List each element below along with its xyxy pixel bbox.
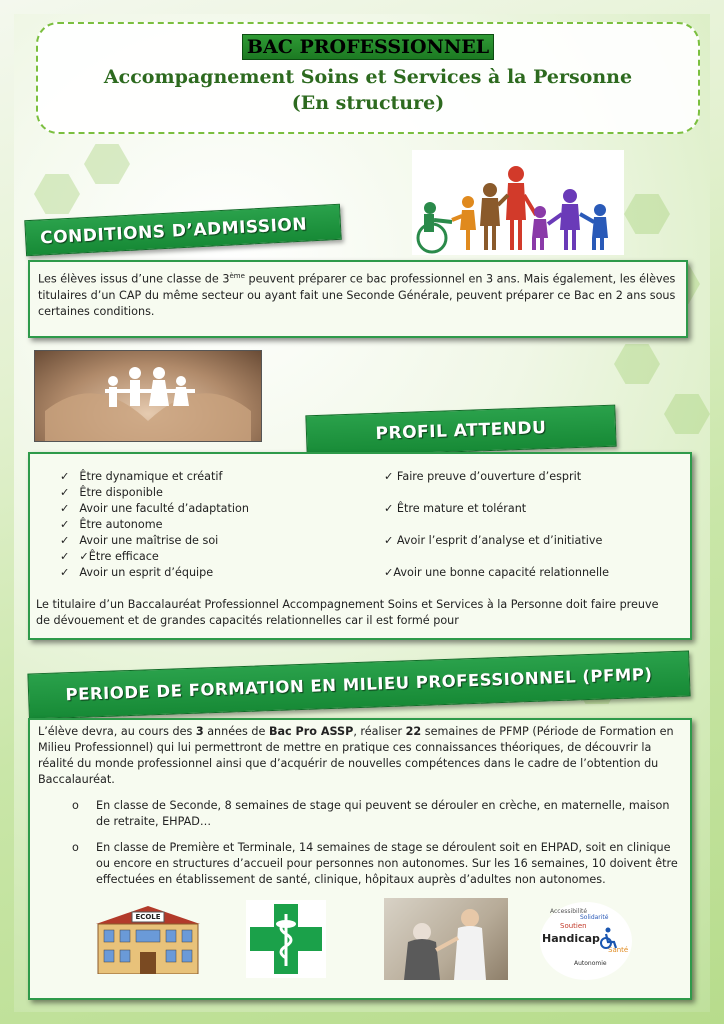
- wordcloud-word: Soutien: [560, 922, 587, 930]
- pfmp-bullet-text: En classe de Seconde, 8 semaines de stage qui peuvent se dérouler en crèche, en maternelle, maison de retraite, EHPAD…: [96, 799, 670, 828]
- profil-item-label: Avoir un esprit d’équipe: [79, 566, 214, 579]
- wordcloud-word: Solidarité: [580, 914, 609, 921]
- pfmp-intro: [38, 724, 682, 788]
- pfmp-weeks: 22: [405, 725, 422, 738]
- pfmp-intro-text: , réaliser: [353, 725, 406, 738]
- pfmp-intro-text: semaines de PFMP (Période de Formation en Milieu Professionnel) qui lui permettront de mettre en pratique ces connaissances théoriques, de découvrir la réalité du monde professionnel ainsi que d’acquérir de nouvelles compétences dans le cadre de l’obtention du Baccalauréat.: [38, 725, 674, 786]
- hexagon-decor: [614, 344, 660, 384]
- profil-item-label: Être dynamique et créatif: [79, 470, 223, 483]
- profil-item: [60, 534, 218, 547]
- check-icon: ✓: [60, 550, 70, 563]
- wordcloud-word: Accessibilité: [550, 908, 588, 915]
- hexagon-decor: [664, 394, 710, 434]
- check-icon: ✓: [60, 502, 70, 515]
- profil-item: [60, 486, 163, 499]
- pfmp-intro-text: années de: [203, 725, 269, 738]
- title-line-3: (En structure): [291, 92, 445, 114]
- profil-item: ✓ Faire preuve d’ouverture d’esprit: [384, 470, 582, 483]
- pharmacy-cross-icon: [246, 900, 326, 978]
- ecole-label: ECOLE: [135, 913, 161, 921]
- wordcloud-word: Handicap: [542, 932, 600, 945]
- hexagon-decor: [624, 194, 670, 234]
- bullet-icon: o: [72, 799, 79, 812]
- profil-summary: Le titulaire d’un Baccalauréat Professionnel Accompagnement Soins et Services à la Personne doit faire preuve de dévouement et de grandes capacités relationnelles car il est formé pour: [36, 598, 659, 627]
- pfmp-intro-text: L’élève devra, au cours des: [38, 725, 196, 738]
- pfmp-diploma: Bac Pro ASSP: [268, 725, 354, 738]
- hexagon-decor: [34, 174, 80, 214]
- admission-text-1: Les élèves issus d’une classe de 3: [38, 272, 230, 286]
- pfmp-title: PERIODE DE FORMATION EN MILIEU PROFESSIONNEL (PFMP): [65, 664, 653, 705]
- profil-item: ✓ Avoir l’esprit d’analyse et d’initiative: [384, 534, 603, 547]
- profil-item: [60, 566, 213, 579]
- profil-item: [60, 550, 159, 563]
- profil-item: [60, 502, 249, 515]
- profil-item: ✓ Être mature et tolérant: [384, 502, 527, 515]
- hands-family-photo: [34, 350, 262, 442]
- check-icon: ✓: [60, 534, 70, 547]
- caregiver-elderly-photo: [384, 898, 508, 980]
- profil-title: PROFIL ATTENDU: [375, 418, 547, 444]
- admission-sup: ème: [229, 272, 245, 280]
- title-line-2: Accompagnement Soins et Services à la Personne: [103, 66, 633, 88]
- profil-item: [60, 470, 222, 483]
- profil-item: ✓Avoir une bonne capacité relationnelle: [384, 566, 610, 579]
- wheelchair-icon: [596, 926, 620, 950]
- profil-item-label: ✓Être efficace: [79, 550, 159, 563]
- profil-item: [60, 518, 163, 531]
- check-icon: ✓: [60, 518, 70, 531]
- family-chain-illustration: [412, 150, 624, 255]
- check-icon: ✓: [60, 470, 70, 483]
- profil-item-label: Être autonome: [79, 518, 163, 531]
- pfmp-years: 3: [195, 725, 204, 738]
- title-box: [36, 22, 700, 134]
- accessibility-wordcloud: [540, 902, 632, 980]
- school-illustration: [92, 904, 204, 974]
- pfmp-bullet: [72, 840, 680, 888]
- bullet-icon: o: [72, 841, 79, 854]
- wordcloud-word: Santé: [608, 946, 629, 954]
- profil-item-label: Avoir une maîtrise de soi: [79, 534, 219, 547]
- title-line-1: BAC PROFESSIONNEL: [242, 34, 494, 60]
- profil-item-label: Être disponible: [79, 486, 163, 499]
- profil-item-label: Avoir une faculté d’adaptation: [79, 502, 249, 515]
- hexagon-decor: [84, 144, 130, 184]
- admission-title: CONDITIONS D’ADMISSION: [39, 214, 308, 249]
- wordcloud-word: Autonomie: [574, 960, 607, 967]
- admission-text-2: peuvent préparer ce bac professionnel en 3 ans. Mais également, les élèves titulaires d’un CAP du même secteur ou ayant fait une Seconde Générale, peuvent préparer ce Bac en 2 ans sous certaines conditions.: [38, 272, 676, 318]
- check-icon: ✓: [60, 566, 70, 579]
- pfmp-bullet: [72, 798, 676, 830]
- check-icon: ✓: [60, 486, 70, 499]
- pfmp-bullet-text: En classe de Première et Terminale, 14 semaines de stage se déroulent soit en EHPAD, soit en clinique ou encore en structures d’accueil pour personnes non autonomes. Sur les 16 semaines, 10 doivent être effectuées en établissement de santé, clinique, hôpitaux auprès d’adultes non autonomes.: [96, 841, 678, 886]
- admission-box: [28, 260, 688, 338]
